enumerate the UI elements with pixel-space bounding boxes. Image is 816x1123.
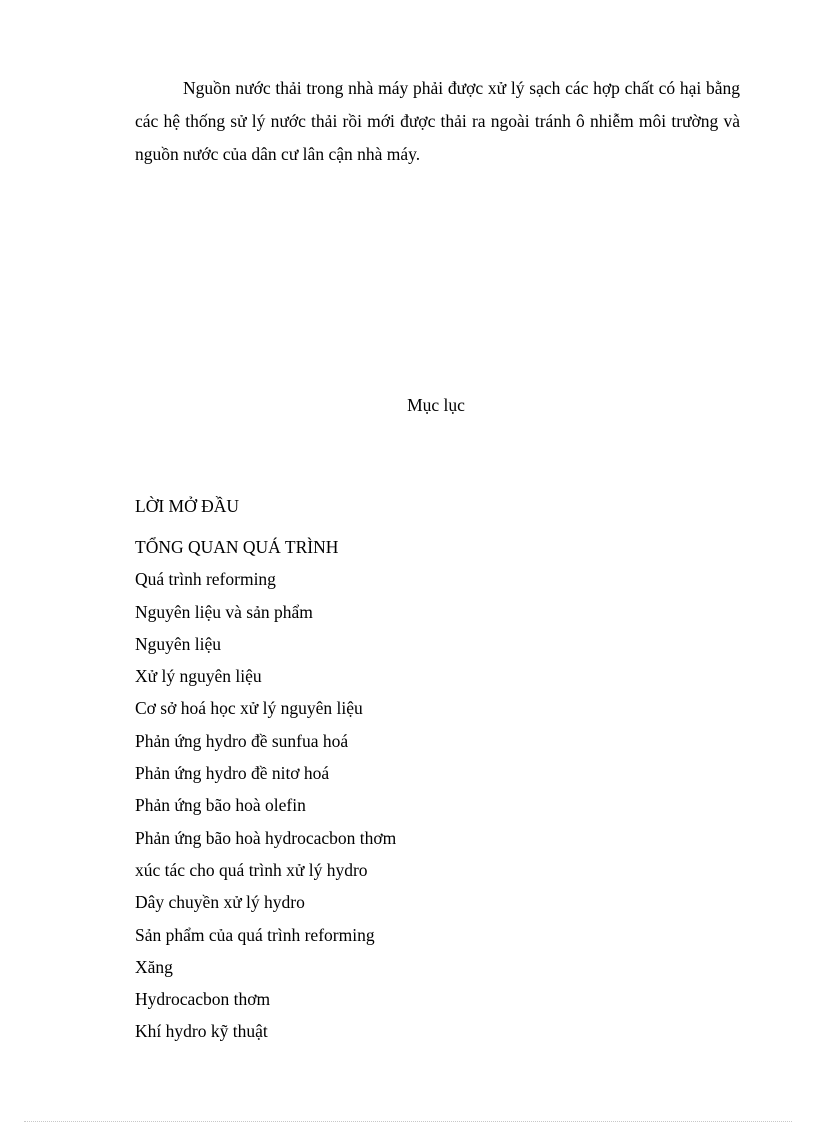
body-paragraph: Nguồn nước thải trong nhà máy phải được xử lý sạch các hợp chất có hại bằng các hệ thống sử lý nước thải rồi mới được thải ra ngoài tránh ô nhiễm môi trường và nguồn nước của dân cư lân cận nhà máy. xyxy=(135,78,740,164)
toc-item: xúc tác cho quá trình xử lý hydro xyxy=(135,859,368,880)
page-bottom-divider xyxy=(24,1121,792,1122)
toc-item-loi-mo-dau: LỜI MỞ ĐẦU xyxy=(135,496,240,516)
toc-item: Nguyên liệu xyxy=(135,633,222,654)
toc-item: Phản ứng bão hoà hydrocacbon thơm xyxy=(135,827,397,848)
toc-item: Hydrocacbon thơm xyxy=(135,989,271,1010)
toc-list xyxy=(135,492,396,1050)
toc-item: Quá trình reforming xyxy=(135,569,276,590)
toc-item: Nguyên liệu và sản phẩm xyxy=(135,601,313,622)
toc-item: Xử lý nguyên liệu xyxy=(135,666,262,687)
toc-item: Khí hydro kỹ thuật xyxy=(135,1021,268,1042)
toc-item: Phản ứng hydro đề nitơ hoá xyxy=(135,763,330,784)
toc-item: Cơ sở hoá học xử lý nguyên liệu xyxy=(135,698,363,719)
toc-item-tong-quan: TỔNG QUAN QUÁ TRÌNH xyxy=(135,537,339,557)
toc-item: Dây chuyền xử lý hydro xyxy=(135,892,305,913)
toc-title: Mục lục xyxy=(407,395,465,415)
toc-item: Phản ứng bão hoà olefin xyxy=(135,795,306,816)
toc-item: Xăng xyxy=(135,956,173,977)
toc-item: Phản ứng hydro đề sunfua hoá xyxy=(135,730,349,751)
toc-item: Sản phẩm của quá trình reforming xyxy=(135,924,375,945)
